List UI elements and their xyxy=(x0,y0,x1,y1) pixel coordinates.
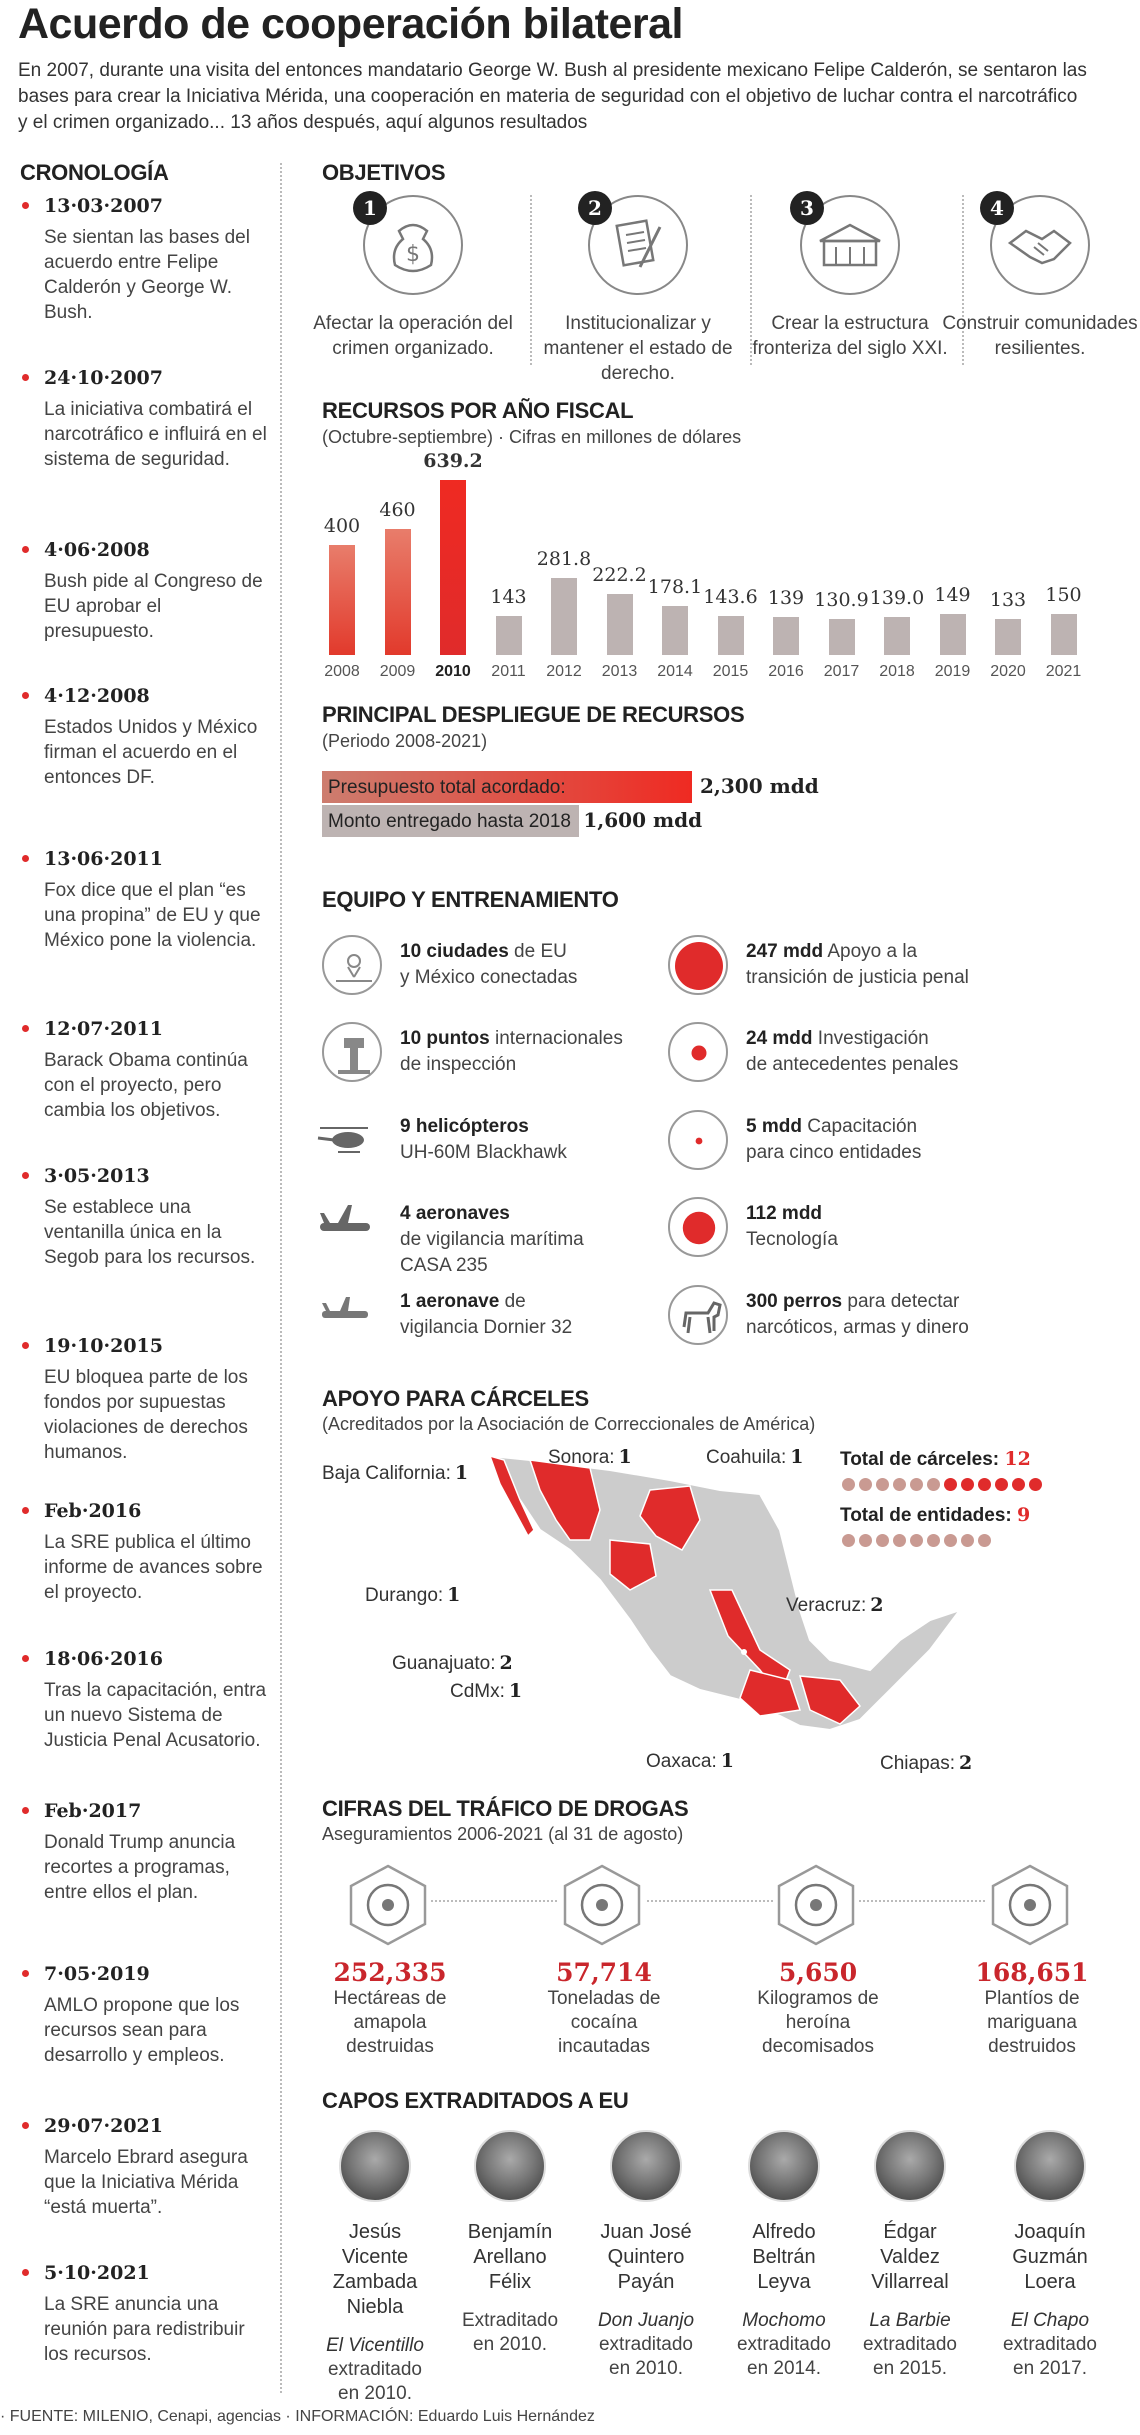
inspection-tower-icon xyxy=(322,1022,382,1082)
state-label xyxy=(786,1594,884,1617)
equipment-highlight: 10 puntos xyxy=(400,1028,490,1049)
bar xyxy=(551,578,577,655)
capo-card xyxy=(576,2130,716,2381)
total-prisons-label: Total de cárceles: xyxy=(840,1449,1000,1470)
state-count: 1 xyxy=(447,1584,461,1606)
state-count: 1 xyxy=(618,1446,632,1468)
state-name: Oaxaca: xyxy=(646,1751,717,1772)
funding-circle-icon xyxy=(668,1110,728,1170)
event-text: AMLO propone que los recursos sean para desarrollo y empleos. xyxy=(44,1995,240,2066)
capo-name: Édgar Valdez Villarreal xyxy=(871,2221,949,2293)
x-tick-label: 2020 xyxy=(990,663,1026,680)
event-text: La SRE anuncia una reunión para redistribuir los recursos. xyxy=(44,2294,245,2365)
equipment-item xyxy=(322,1022,662,1092)
event-date: 4·06·2008 xyxy=(44,539,150,561)
equipment-highlight: 247 mdd xyxy=(746,941,824,962)
event-text: Bush pide al Congreso de EU aprobar el presupuesto. xyxy=(44,571,263,642)
state-dots xyxy=(842,1534,995,1552)
svg-text:$: $ xyxy=(406,242,420,267)
capo-alias-block xyxy=(980,2309,1120,2381)
drug-stat xyxy=(932,1958,1132,2059)
bullet-dot xyxy=(22,546,29,553)
prison-dot xyxy=(893,1478,906,1491)
poppy-flower-icon xyxy=(345,1862,431,1948)
bar-value-label: 400 xyxy=(323,515,361,538)
event-text: La iniciativa combatirá el narcotráfico e influirá en el sistema de seguridad. xyxy=(44,399,267,470)
capo-card xyxy=(714,2130,854,2381)
funding-circle-icon xyxy=(668,935,728,995)
state-dot xyxy=(910,1534,923,1547)
x-tick-label: 2018 xyxy=(879,663,915,680)
equipment-highlight: 10 ciudades xyxy=(400,941,509,962)
equipment-rest: de EU xyxy=(508,941,567,962)
objective-3 xyxy=(750,195,950,361)
event-date: 13·03·2007 xyxy=(44,195,163,217)
x-tick-label: 2015 xyxy=(712,663,749,680)
capo-detail: extraditado en 2017. xyxy=(1002,2334,1097,2379)
objective-number: 4 xyxy=(980,191,1014,225)
state-dot xyxy=(842,1534,855,1547)
objective-4 xyxy=(940,195,1140,361)
state-count: 2 xyxy=(959,1752,973,1774)
equipment-item xyxy=(322,1110,662,1180)
capo-alias-block xyxy=(576,2309,716,2381)
column-divider xyxy=(280,163,282,2393)
event-text: EU bloquea parte de los fondos por supuestas violaciones de derechos humanos. xyxy=(44,1367,248,1463)
bar-value-label: 143 xyxy=(490,585,527,608)
objective-label: Crear la estructura fronteriza del siglo XXI. xyxy=(752,313,948,359)
bar-value-label: 139.0 xyxy=(869,586,925,609)
footer-source: · FUENTE: MILENIO, Cenapi, agencias · INFORMACIÓN: Eduardo Luis Hernández xyxy=(0,2408,595,2425)
capo-name: Joaquín Guzmán Loera xyxy=(1012,2221,1088,2293)
x-tick-label: 2021 xyxy=(1045,663,1082,680)
capo-alias: Don Juanjo xyxy=(597,2310,695,2331)
capo-alias: Mochomo xyxy=(742,2310,826,2331)
equipment-line2: de vigilancia marítima xyxy=(400,1229,584,1250)
deployment-title: PRINCIPAL DESPLIEGUE DE RECURSOS xyxy=(322,702,745,727)
equipment-highlight: 112 mdd xyxy=(746,1203,823,1224)
x-tick-label: 2011 xyxy=(491,663,526,680)
resources-bar-chart xyxy=(322,450,1092,690)
capo-detail: extraditado en 2014. xyxy=(736,2334,831,2379)
capo-name: Benjamín Arellano Félix xyxy=(467,2221,553,2293)
bullet-dot xyxy=(22,692,29,699)
bullet-dot xyxy=(22,1507,29,1514)
package-icon xyxy=(559,1862,645,1948)
state-label xyxy=(322,1462,468,1485)
equipment-line3: CASA 235 xyxy=(400,1255,488,1276)
capos-title: CAPOS EXTRADITADOS A EU xyxy=(322,2088,629,2113)
capo-card xyxy=(980,2130,1120,2381)
bullet-dot xyxy=(22,1172,29,1179)
prison-dot xyxy=(876,1478,889,1491)
total-prisons-value: 12 xyxy=(1004,1448,1031,1470)
capo-detail: Extraditado en 2010. xyxy=(461,2310,559,2355)
state-count: 1 xyxy=(508,1680,523,1702)
capo-alias-block xyxy=(305,2334,445,2406)
bullet-dot xyxy=(22,1807,29,1814)
event-text: Fox dice que el plan “es una propina” de EU y que México pone la violencia. xyxy=(44,880,261,951)
bar xyxy=(940,614,966,655)
cannabis-leaf-icon xyxy=(987,1862,1073,1948)
bullet-dot xyxy=(22,2269,29,2276)
capo-name: Jesús Vicente Zambada Niebla xyxy=(332,2221,418,2318)
event-text: Se sientan las bases del acuerdo entre Felipe Calderón y George W. Bush. xyxy=(44,227,250,323)
state-label xyxy=(548,1446,632,1469)
total-budget-bar xyxy=(322,771,692,803)
state-name: Chiapas: xyxy=(880,1753,955,1774)
bullet-dot xyxy=(22,1025,29,1032)
state-count: 2 xyxy=(499,1652,513,1674)
state-label xyxy=(392,1652,513,1675)
intro-text: En 2007, durante una visita del entonces mandatario George W. Bush al presidente mexicano Felipe Calderón, se sentaron las bases para crear la Iniciativa Mérida, una cooperación en materia de seguridad con el objetivo de luchar contra el narcotráfico y el crimen organizado... 13 años después, aquí algunos resultados xyxy=(18,60,1087,133)
state-name: Veracruz: xyxy=(786,1595,867,1616)
x-tick-label: 2012 xyxy=(546,663,582,680)
event-text: Marcelo Ebrard asegura que la Iniciativa Mérida “está muerta”. xyxy=(44,2147,248,2218)
capo-alias-block xyxy=(714,2309,854,2381)
capo-name: Juan José Quintero Payán xyxy=(600,2221,692,2293)
drug-label: Hectáreas de amapola destruidas xyxy=(333,1988,447,2057)
drug-stat xyxy=(504,1958,704,2059)
state-label xyxy=(365,1584,460,1607)
bullet-dot xyxy=(22,855,29,862)
equipment-item xyxy=(322,935,662,1005)
event-text: Barack Obama continúa con el proyecto, pero cambia los objetivos. xyxy=(44,1050,248,1121)
prison-dot xyxy=(859,1478,872,1491)
event-text: Donald Trump anuncia recortes a programas, entre ellos el plan. xyxy=(44,1832,236,1903)
equipment-text xyxy=(746,1289,1066,1341)
drug-stat xyxy=(718,1958,918,2059)
state-name: Durango: xyxy=(365,1585,444,1606)
bullet-dot xyxy=(22,1655,29,1662)
drugs-connector xyxy=(420,1900,1020,1902)
capo-photo xyxy=(748,2130,820,2202)
state-name: Coahuila: xyxy=(706,1447,787,1468)
airplane-icon xyxy=(314,1197,374,1257)
prison-dot xyxy=(1012,1478,1025,1491)
bar xyxy=(440,480,466,655)
drug-label: Toneladas de cocaína incautadas xyxy=(547,1988,661,2057)
bullet-dot xyxy=(22,202,29,209)
total-states-label: Total de entidades: xyxy=(840,1505,1012,1526)
x-tick-label: 2009 xyxy=(379,663,416,680)
event-date: 5·10·2021 xyxy=(44,2262,150,2284)
border-building-icon xyxy=(800,195,900,295)
total-states-value: 9 xyxy=(1017,1504,1031,1526)
equipment-title: EQUIPO Y ENTRENAMIENTO xyxy=(322,887,619,912)
bar xyxy=(662,606,688,655)
equipment-highlight: 4 aeronaves xyxy=(400,1203,510,1224)
prisons-title: APOYO PARA CÁRCELES xyxy=(322,1386,589,1411)
state-dot xyxy=(978,1534,991,1547)
bullet-dot xyxy=(22,2122,29,2129)
capo-alias: El Chapo xyxy=(1010,2310,1090,2331)
capo-card xyxy=(305,2130,445,2406)
capo-detail: extraditado en 2015. xyxy=(862,2334,957,2379)
state-label xyxy=(450,1680,522,1703)
state-label xyxy=(706,1446,804,1469)
x-tick-label: 2014 xyxy=(657,663,693,680)
drug-label: Plantíos de mariguana destruidos xyxy=(984,1988,1080,2057)
event-text: Estados Unidos y México firman el acuerdo en el entonces DF. xyxy=(44,717,258,788)
objective-number: 3 xyxy=(790,191,824,225)
equipment-line2: para cinco entidades xyxy=(746,1142,922,1163)
capo-photo xyxy=(474,2130,546,2202)
objective-number: 1 xyxy=(353,191,387,225)
equipment-rest: de xyxy=(499,1291,526,1312)
drug-value: 168,651 xyxy=(975,1958,1089,1987)
handshake-icon xyxy=(990,195,1090,295)
delivered-value: 1,600 mdd xyxy=(583,808,703,832)
equipment-rest: para detectar xyxy=(842,1291,960,1312)
state-count: 1 xyxy=(790,1446,804,1468)
capo-detail: extraditado en 2010. xyxy=(598,2334,693,2379)
capo-card xyxy=(840,2130,980,2381)
bullet-dot xyxy=(22,374,29,381)
equipment-rest: Investigación xyxy=(812,1028,929,1049)
equipment-item xyxy=(668,1110,1008,1180)
bar-value-label: 139 xyxy=(767,586,805,609)
state-dot xyxy=(893,1534,906,1547)
bar xyxy=(829,619,855,655)
prison-dot xyxy=(961,1478,974,1491)
divider xyxy=(530,195,532,365)
event-date: Feb·2016 xyxy=(44,1500,142,1522)
objective-1 xyxy=(313,195,513,361)
equipment-highlight: 1 aeronave xyxy=(400,1291,500,1312)
equipment-highlight: 5 mdd xyxy=(746,1116,802,1137)
equipment-item xyxy=(668,1285,1008,1355)
state-dot xyxy=(944,1534,957,1547)
equipment-text xyxy=(746,1114,1066,1166)
state-label xyxy=(646,1750,734,1773)
equipment-item xyxy=(668,1022,1008,1092)
objectives-title: OBJETIVOS xyxy=(322,160,446,185)
objective-2 xyxy=(538,195,738,386)
event-date: 18·06·2016 xyxy=(44,1648,163,1670)
prison-dot xyxy=(927,1478,940,1491)
state-dot xyxy=(927,1534,940,1547)
event-date: 3·05·2013 xyxy=(44,1165,150,1187)
objective-label: Afectar la operación del crimen organizado. xyxy=(313,313,513,359)
equipment-line2: de antecedentes penales xyxy=(746,1054,959,1075)
prison-dot xyxy=(995,1478,1008,1491)
objective-number: 2 xyxy=(578,191,612,225)
dog-icon xyxy=(668,1285,728,1345)
total-states xyxy=(840,1504,1030,1527)
equipment-text xyxy=(746,1201,1066,1253)
bar-value-label: 281.8 xyxy=(536,547,592,570)
objective-label: Institucionalizar y mantener el estado de derecho. xyxy=(543,313,733,384)
page-title: Acuerdo de cooperación bilateral xyxy=(18,0,684,48)
x-tick-label: 2019 xyxy=(934,663,971,680)
resources-title: RECURSOS POR AÑO FISCAL xyxy=(322,398,634,423)
x-tick-label: 2016 xyxy=(768,663,804,680)
event-text: Se establece una ventanilla única en la Segob para los recursos. xyxy=(44,1197,256,1268)
bullet-dot xyxy=(22,1970,29,1977)
deployment-subtitle: (Periodo 2008-2021) xyxy=(322,731,488,751)
total-prisons xyxy=(840,1448,1031,1471)
bar xyxy=(773,617,799,655)
bar-value-label: 130.9 xyxy=(814,589,869,612)
bar xyxy=(607,594,633,655)
state-dot xyxy=(859,1534,872,1547)
capo-photo xyxy=(874,2130,946,2202)
prison-dot xyxy=(978,1478,991,1491)
equipment-text xyxy=(746,939,1066,991)
equipment-line2: de inspección xyxy=(400,1054,517,1075)
bar xyxy=(329,545,355,655)
objective-label: Construir comunidades resilientes. xyxy=(942,313,1138,359)
equipment-rest: internacionales xyxy=(489,1028,623,1049)
event-text: La SRE publica el último informe de avances sobre el proyecto. xyxy=(44,1532,263,1603)
equipment-item xyxy=(668,1197,1008,1267)
capo-name: Alfredo Beltrán Leyva xyxy=(752,2221,816,2293)
funding-circle-icon xyxy=(668,1197,728,1257)
resources-subtitle: (Octubre-septiembre) · Cifras en millones de dólares xyxy=(322,427,742,447)
state-name: Baja California: xyxy=(322,1463,451,1484)
map-pin-icon xyxy=(322,935,382,995)
total-budget-value: 2,300 mdd xyxy=(700,774,819,798)
state-count: 1 xyxy=(454,1462,469,1484)
delivered-bar xyxy=(322,805,579,837)
equipment-line2: Tecnología xyxy=(746,1229,838,1250)
bar-value-label: 133 xyxy=(989,588,1027,611)
x-tick-label: 2008 xyxy=(324,663,360,680)
bar xyxy=(995,619,1021,655)
bar-value-label: 150 xyxy=(1045,583,1082,606)
x-tick-label: 2010 xyxy=(435,663,471,680)
bar-value-label: 639.2 xyxy=(423,450,483,472)
equipment-line2: narcóticos, armas y dinero xyxy=(746,1317,969,1338)
drugs-subtitle: Aseguramientos 2006-2021 (al 31 de agosto) xyxy=(322,1824,684,1844)
state-label xyxy=(880,1752,972,1775)
state-name: Sonora: xyxy=(548,1447,615,1468)
drug-value: 57,714 xyxy=(556,1958,652,1987)
capo-alias-block xyxy=(840,2309,980,2381)
equipment-line2: y México conectadas xyxy=(400,967,578,988)
drug-label: Kilogramos de heroína decomisados xyxy=(757,1988,879,2057)
document-pen-icon xyxy=(588,195,688,295)
capo-card xyxy=(440,2130,580,2357)
prison-dot xyxy=(1029,1478,1042,1491)
capo-alias: El Vicentillo xyxy=(326,2335,424,2356)
equipment-text xyxy=(746,1026,1066,1078)
bar-value-label: 460 xyxy=(379,499,416,522)
chronology-title: CRONOLOGÍA xyxy=(20,160,169,185)
delivered-label: Monto entregado hasta 2018 xyxy=(328,811,571,832)
money-bag-icon xyxy=(363,195,463,295)
capo-detail: extraditado en 2010. xyxy=(327,2359,422,2404)
bar xyxy=(718,616,744,655)
total-budget-label: Presupuesto total acordado: xyxy=(328,777,566,798)
capo-alias: La Barbie xyxy=(869,2310,951,2331)
capo-photo xyxy=(610,2130,682,2202)
state-count: 1 xyxy=(720,1750,734,1772)
equipment-highlight: 9 helicópteros xyxy=(400,1116,529,1137)
bullet-dot xyxy=(22,1342,29,1349)
helicopter-icon xyxy=(314,1110,374,1170)
equipment-line2: vigilancia Dornier 32 xyxy=(400,1317,573,1338)
airplane-small-icon xyxy=(314,1285,374,1345)
event-date: 4·12·2008 xyxy=(44,685,150,707)
event-date: 29·07·2021 xyxy=(44,2115,163,2137)
event-date: 19·10·2015 xyxy=(44,1335,163,1357)
bar-value-label: 143.6 xyxy=(703,585,758,608)
x-tick-label: 2017 xyxy=(823,663,860,680)
event-date: 12·07·2011 xyxy=(44,1018,163,1040)
drug-stat xyxy=(290,1958,490,2059)
drugs-title: CIFRAS DEL TRÁFICO DE DROGAS xyxy=(322,1796,689,1821)
capo-photo xyxy=(339,2130,411,2202)
funding-circle-icon xyxy=(668,1022,728,1082)
event-date: 24·10·2007 xyxy=(44,367,163,389)
equipment-rest: Capacitación xyxy=(801,1116,918,1137)
state-dot xyxy=(961,1534,974,1547)
prisons-subtitle: (Acreditados por la Asociación de Correccionales de América) xyxy=(322,1414,816,1434)
bar-value-label: 178.1 xyxy=(647,576,703,599)
event-text: Tras la capacitación, entra un nuevo Sistema de Justicia Penal Acusatorio. xyxy=(44,1680,267,1751)
drug-value: 252,335 xyxy=(333,1958,447,1987)
bar xyxy=(496,616,522,655)
equipment-line2: transición de justicia penal xyxy=(746,967,969,988)
equipment-highlight: 24 mdd xyxy=(746,1028,813,1049)
state-dot xyxy=(876,1534,889,1547)
bar xyxy=(884,617,910,655)
equipment-rest: Apoyo a la xyxy=(823,941,918,962)
bar-value-label: 149 xyxy=(934,584,971,607)
equipment-line2: UH-60M Blackhawk xyxy=(400,1142,567,1163)
bar xyxy=(385,529,411,655)
event-date: 7·05·2019 xyxy=(44,1963,150,1985)
event-date: 13·06·2011 xyxy=(44,848,163,870)
event-date: Feb·2017 xyxy=(44,1800,142,1822)
equipment-item xyxy=(668,935,1008,1005)
prison-dot xyxy=(842,1478,855,1491)
x-tick-label: 2013 xyxy=(601,663,638,680)
bar xyxy=(1051,614,1077,655)
drug-value: 5,650 xyxy=(778,1958,858,1987)
capo-alias-block xyxy=(440,2309,580,2357)
state-count: 2 xyxy=(870,1594,884,1616)
spoon-icon xyxy=(773,1862,859,1948)
equipment-item xyxy=(322,1285,662,1355)
equipment-item xyxy=(322,1197,662,1276)
prison-dots xyxy=(842,1478,1046,1496)
state-name: CdMx: xyxy=(450,1681,505,1702)
equipment-highlight: 300 perros xyxy=(746,1291,843,1312)
prison-dot xyxy=(910,1478,923,1491)
prison-dot xyxy=(944,1478,957,1491)
capo-photo xyxy=(1014,2130,1086,2202)
state-name: Guanajuato: xyxy=(392,1653,496,1674)
bar-value-label: 222.2 xyxy=(592,564,647,587)
